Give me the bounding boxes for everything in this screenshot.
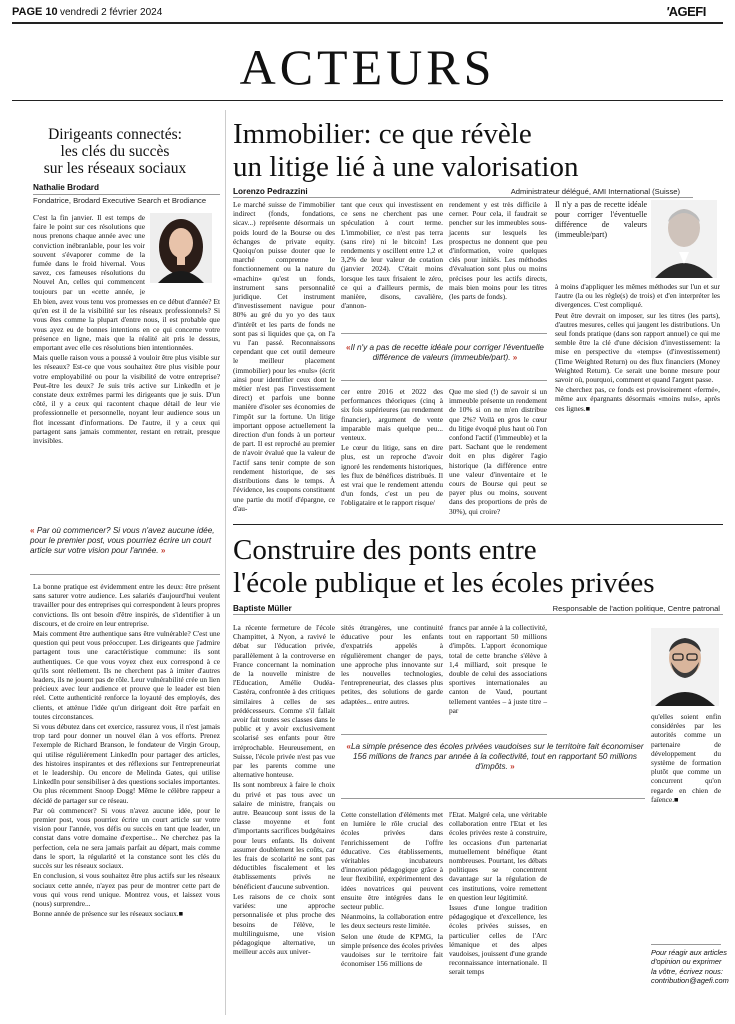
article2-title: Immobilier: ce que révèle un litige lié à une valorisation	[233, 118, 579, 183]
article3-col-a: La récente fermeture de l'école Champittet, à Nyon, a ravivé le débat sur l'éducation privée, parallèlement à la controverse en France concernant la nomination de la nouvelle ministre de l'Education, Amélie Oudéa-Castéra, confrontée à des critiques similaires à celles de ses prédécesseurs. Comme s'il fallait avoir fait toutes ses classes dans le public et y avoir exclusivement scolarisé ses enfants pour être irréprochable. Heureusement, en Suisse, l'école privée n'est pas vue par les parents comme une alternative honteuse. Ils sont nombreux à faire le choix du privé et pas tous avec un salaire de ministre, français ou autre. Beaucoup sont issus de la classe moyenne et font d'importants sacrifices budgétaires pour leurs enfants. Ils doivent assumer doublement les coûts, car les frais de scolarité ne sont pas déductibles fiscalement et les établissements privés ne bénéficient d'aucune subvention. Les raisons de ce choix sont variées: une approche personnalisée et plus proche des besoins de l'élève, le multilinguisme, une vision pédagogique alternative, un meilleur accès aux univer-	[233, 623, 335, 957]
article3-quote-rule-bottom	[341, 798, 645, 799]
section-rule	[12, 100, 723, 101]
article2-col-d-top: Il n'y a pas de recette idéale pour corriger l'éventuelle différence de valeurs (immeuble/part)	[555, 200, 647, 239]
article2-col-d: à moins d'appliquer les mêmes méthodes sur l'un et sur l'autre (la ou les règle(s) de trois) et d'en interpréter les divergences. C'est compliqué. Peut être devrait on imposer, sur les titres (les parts), d'autres mesures, celles qui jaugent les distributions. Un seul fonds pratique (dans son rapport annuel) ce qui me semble être la clé d'une décision d'investissement: la mise en perspective du «temps» (d'investissement) (Time Weighted Return) ou des flux financiers (Money Weighted Return). Ce serait une bonne mesure pour savoir où, pourquoi, comment et quand l'argent passe. Ne cherchez pas, ce fonds est provisoirement «fermé», même aux épargnants désormais «moins nuls», après ces lignes.■	[555, 282, 720, 413]
article3-col-c-top: francs par année à la collectivité, tout en rapportant 50 millions d'impôts. L'apport économique total de cette branche s'élève à 1,4 milliard, soit presque le double de celui des associations sportives internationales au canton de Vaud, pourtant tellement vantées – à juste titre – par	[449, 623, 547, 715]
page-number: PAGE 10	[12, 6, 58, 18]
article3-pull-quote: «La simple présence des écoles privées vaudoises sur le territoire fait économiser 156 millions de francs par année à la collectivité, tout en rapportant 50 millions d'impôts. »	[346, 742, 644, 772]
author-photo-pedrazzini	[651, 200, 717, 278]
article1-role: Fondatrice, Brodard Executive Search et Brodiance	[33, 196, 207, 205]
header-rule	[12, 22, 723, 24]
article3-quote-rule-top	[341, 734, 547, 735]
article2-col-b-bottom: cer entre 2016 et 2022 des performances théoriques (cinq à six fois supérieures (au rendement financier), argument de vente imparable mais quelque peu... venteux. Le cœur du litige, sans en dire plus, est un reproche d'avoir ignoré les rendements historiques, les flux de bénéfices distribués. Il est vrai que le rendement attendu d'un fonds, c'est un peu de l'obligataire et le rapport risque/	[341, 387, 443, 508]
article2-col-c-top: rendement y est très difficile à cerner. Pour cela, il faudrait se pencher sur les immeubles sous-jacents sur lesquels les prospectus ne donnent que peu d'information, voire quelques clés pour initiés. Les méthodes d'évaluation sont plus ou moins précises pour les actifs directs, mais bien moins pour les titres (les parts de fonds).	[449, 200, 547, 302]
author-photo-brodard	[150, 213, 212, 283]
contact-rule	[651, 944, 721, 945]
article1-byline-rule	[33, 194, 220, 195]
article2-quote-rule-top	[341, 333, 547, 334]
article1-body-bottom: La bonne pratique est évidemment entre les deux: être présent sans saturer votre audience. Les salariés d'aujourd'hui veulent travailler pour des entreprises qui correspondent à leurs propres convictions. Ils ont besoin d'être inspirés, de s'identifier à un discours, et de croire en leur entreprise. Mais comment être authentique sans être vulnérable? C'est une question qui peut vous préoccuper. Les dirigeants que j'admire partagent tous une caractéristique commune: ils sont authentiques. Ce que vous voyez chez eux correspond à ce qu'ils sont réellement. Ils ne cherchent pas à imiter d'autres leaders, ils ne jouent pas de rôle. Leur vulnérabilité crée un lien précieux avec leur audience et prouve que le leader est bien réel. Cette authenticité renforce la loyauté des employés, des clients, et atténue l'idée qu'un dirigeant doit être parfait en toutes circonstances. Si vous débutez dans cet exercice, rassurez vous, il n'est jamais trop tard pour donner un nouvel élan à vos efforts. Prenez l'exemple de Richard Branson, le fondateur de Virgin Group, qui utilise régulièrement LinkedIn pour partager des articles, des histoires inspirantes et des réflexions sur l'entrepreneuriat et le leadership. Ou encore de Melinda Gates, qui utilise LinkedIn pour sensibiliser à des questions sociales importantes. Ou plus récemment Snoop Dogg! Même le célèbre rappeur a décidé de partager sur ce réseau. Par où commencer? Si vous n'avez aucune idée, pour le premier post, vous pourriez écrire un court article sur votre vision pour l'année, vos défis ou succès en tant que leader, un constat dans votre domaine d'expertise... Ne cherchez pas la perfection, cela ne sera jamais parfait au départ, mais comme dans le sport, la régularité et la constance sont les clés du succès sur les réseaux sociaux. En conclusion, si vous souhaitez être plus actifs sur les réseaux sociaux cette année, n'ayez pas peur de montrer cette part de vous qui vous rend unique. Montrez vous, et laissez vous (nous) surprendre... Bonne année de présence sur les réseaux sociaux.■	[33, 582, 220, 919]
article3-top-rule	[233, 524, 723, 525]
article1-author: Nathalie Brodard	[33, 183, 99, 192]
article2-col-a: Le marché suisse de l'immobilier indirect (fonds, fondations, sicav...) représente désormais un poids lourd de la Bourse ou des échanges de private equity. Quoiqu'on puisse douter que le marché comprenne le fonctionnement ou la nature du «machin» qu'est un fonds, instrument sans personnalité juridique. Cet instrument d'investissement navigue pour 80% au gré du yo yo des taux d'intérêt et les parts de fonds ne sont pas si liquides que ça, on l'a vu l'an passé. Reconnaissons cependant que cet outil demeure le meilleur placement (immobilier) pour les «nuls» (écrit ainsi pour identifier ceux dont le métier n'est pas l'investissement direct) et parfois une bonne manière d'isoler ses économies de l'impôt sur la fortune. Un litige important oppose actuellement la direction d'un fonds à un porteur de part. Il est reproché au premier de n'avoir évalué que la valeur de l'actif sans tenir compte de son rendement historique, de ses distributions dans le temps. À l'évidence, les coupons constituent une partie du motif d'épargne, ce d'au-	[233, 200, 335, 513]
article1-pull-quote: « Par où commencer? Si vous n'avez aucune idée, pour le premier post, vous pourriez écrire un court article sur votre vision pour l'année. »	[30, 526, 215, 556]
contact-note: Pour réagir aux articles d'opinion ou exprimer la vôtre, écrivez nous: contribution@agefi.com	[651, 948, 729, 986]
article1-title: Dirigeants connectés: les clés du succès sur les réseaux sociaux	[43, 126, 187, 177]
article3-title: Construire des ponts entre l'école publique et les écoles privées	[233, 534, 655, 599]
article3-col-d-top: qu'elles soient enfin considérées par les autorités comme un partenaire de développement du système de formation plutôt que comme un concurrent qu'on regarde en chien de faïence.■	[651, 712, 721, 804]
article1-body-top: C'est la fin janvier. Il est temps de faire le point sur ces résolutions que nous prenons chaque année avec une conviction inébranlable, pour les voir souvent s'évaporer comme de la fumée dans le froid hivernal. Vous savez, ces fameuses résolutions du Nouvel An, celles qui commencent toujours par un «cette année, je	[33, 213, 145, 295]
article3-byline-rule	[233, 614, 723, 615]
article3-col-b-top: sités étrangères, une continuité éducative pour les enfants d'expatriés appelés à régulièrement changer de pays, une approche plus innovante sur les nouvelles technologies, l'entrepreneuriat, des classes plus petites, des solutions de garde adaptées... entre autres.	[341, 623, 443, 706]
article2-role: Administrateur délégué, AMI International (Suisse)	[510, 187, 680, 196]
page-date: vendredi 2 février 2024	[60, 7, 163, 18]
article2-pull-quote: «Il n'y a pas de recette idéale pour corriger l'éventuelle différence de valeurs (immeuble/part). »	[346, 343, 544, 363]
article2-author: Lorenzo Pedrazzini	[233, 187, 308, 196]
article2-col-c-bottom: Que me sied (!) de savoir si un immeuble présente un rendement de 10% si on ne m'en distribue que 2%? Voilà en gros le cœur du litige évoqué plus haut où l'on confond l'actif (l'immeuble) et la part. Sachant que le rendement doit en plus digérer l'agio historique (la différence entre une valeur d'inventaire et le cours de Bourse qui peut se payer plus ou moins, souvent dans des proportions de près de 30%), qui croire?	[449, 387, 547, 516]
article1-body-top-wide: Eh bien, avez vous tenu vos promesses en ce début d'année? Et qu'en est il de la visibilité sur les réseaux professionnels? Si vous êtes comme la plupart d'entre nous, il est probable que vous ayez eu de bonnes intentions en ce qui concerne votre présence en ligne, mais que la réalité ait pris le dessus, emportant avec elle ces résolutions bien intentionnées. Mais quelle raison vous a poussé à vouloir être plus visible sur les réseaux? Est-ce que vous souhaitez être plus visible pour votre employabilité ou pour la visibilité de votre entreprise? Peut-être les deux? Je suis très active sur LinkedIn et je constate deux extrêmes parmi les dirigeants que je suis. D'un côté, il y a ceux qui racontent chaque détail de leur vie professionnelle et personnelle, noyant leur audience sous un flot incessant d'informations. De l'autre, il y a ceux qui partagent sans jamais commenter, restant en retrait, presque invisibles.	[33, 297, 220, 446]
article2-byline-rule	[233, 197, 693, 198]
article3-role: Responsable de l'action politique, Centre patronal	[552, 604, 720, 613]
article1-quote-rule	[30, 574, 220, 575]
logo: 'AGEFI	[666, 4, 706, 19]
article3-author: Baptiste Müller	[233, 604, 292, 613]
article2-quote-rule-bottom	[341, 380, 547, 381]
article2-col-b-top: tant que ceux qui investissent en ce sens ne cherchent pas une spéculation à court terme. L'immobilier, ce n'est pas terra (sans rire) ni le bitcoin! Les rendements y oscillent entre 1,2 et 3,2% de leur valeur de cotation (janvier 2024). C'était moins lorsque les taux frisaient le zéro, ce qui a d'ailleurs permis, de manière, disons, cavalière, d'annon-	[341, 200, 443, 311]
section-title: ACTEURS	[239, 39, 496, 95]
column-divider	[225, 110, 226, 1015]
article3-col-c-bottom: l'Etat. Malgré cela, une véritable collaboration entre l'Etat et les écoles privées reste à construire, les occasions d'un partenariat mutuellement bénéfique étant nombreuses. Pourtant, les débats politiques se concentrent davantage sur la régulation de ces institutions, voire remettent en question leur légitimité. Issues d'une longue tradition pédagogique et d'excellence, les écoles privées suisses, en particulier celles de l'Arc lémanique et des alpes vaudoises, jouissent d'une grande reconnaissance internationale. Il serait temps	[449, 810, 547, 977]
author-photo-muller	[651, 628, 719, 706]
article3-col-b-bottom: Cette constellation d'éléments met en lumière le rôle crucial des écoles privées dans l'enrichissement de l'offre éducative. Ces établissements, véritables incubateurs d'innovation pédagogique grâce à leur flexibilité, expérimentent des idées novatrices qui peuvent ensuite être intégrées dans le secteur public. Néanmoins, la collaboration entre les deux secteurs reste limitée. Selon une étude de KPMG, la simple présence des écoles privées vaudoises sur le territoire fait économiser 156 millions de	[341, 810, 443, 969]
